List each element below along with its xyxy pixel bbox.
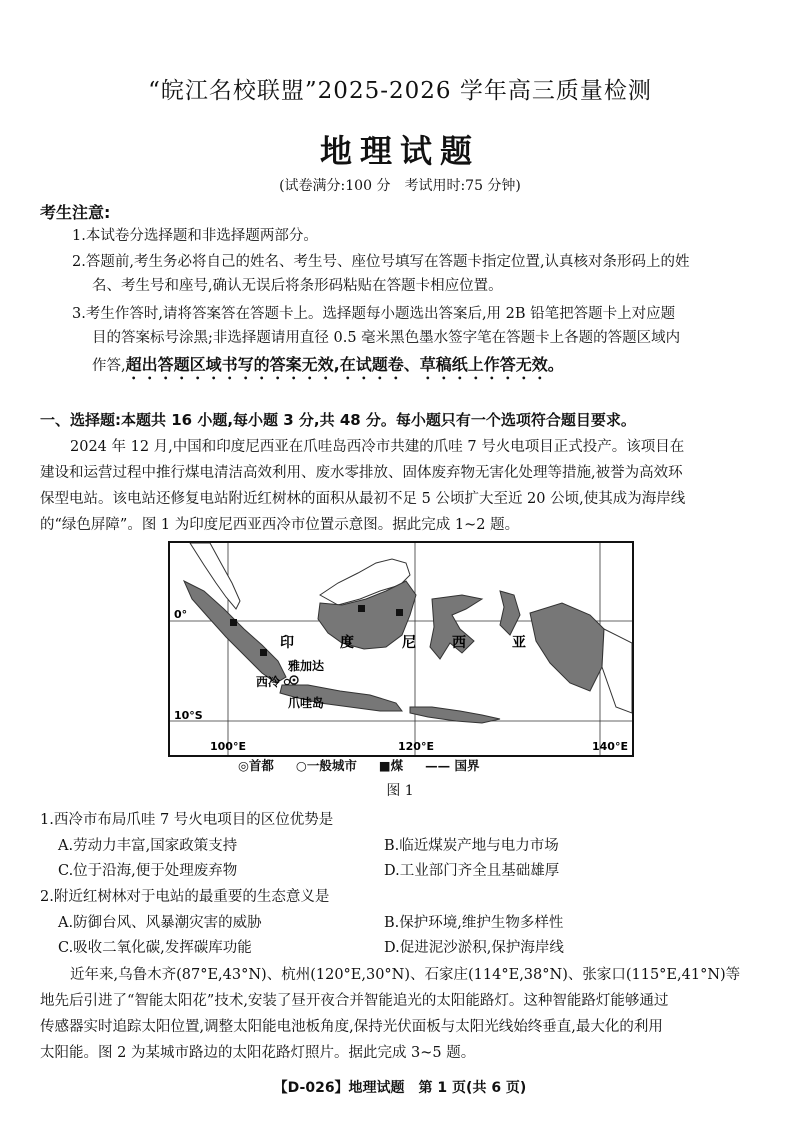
q2-option-b: B.保护环境,维护生物多样性 [384, 915, 564, 931]
coal-marker [260, 649, 267, 656]
lat-label-10s: 10°S [174, 709, 203, 722]
notice-item-2-cont: 名、考生号和座号,确认无误后将条形码粘贴在答题卡相应位置。 [92, 278, 503, 294]
q2-option-d: D.促进泥沙淤积,保护海岸线 [384, 940, 564, 956]
q2-option-c: C.吸收二氧化碳,发挥碳库功能 [58, 940, 252, 956]
notice-item-3-end [92, 353, 782, 383]
q2-option-a: A.防御台风、风暴潮灾害的威胁 [58, 915, 262, 931]
coal-marker [358, 605, 365, 612]
exam-meta: (试卷满分:100 分 考试用时:75 分钟) [279, 178, 521, 194]
q2-stem: 2.附近红树林对于电站的最重要的生态意义是 [40, 889, 330, 905]
notice-item-3: 3.考生作答时,请将答案答在答题卡上。选择题每小题选出答案后,用 2B 铅笔把答题卡上对应题 [72, 306, 676, 322]
coal-marker [230, 619, 237, 626]
q1-stem: 1.西冷市布局爪哇 7 号火电项目的区位优势是 [40, 812, 334, 828]
notice-emphasis: 超出答题区域书写的答案无效,在试题卷、草稿纸上作答无效。 [125, 355, 564, 374]
country-char-3: 尼 [402, 635, 416, 651]
lon-label-140: 140°E [592, 740, 628, 753]
subject-title: 地理试题 [319, 132, 480, 170]
q1-option-c: C.位于沿海,便于处理废弃物 [58, 863, 238, 879]
papua [530, 603, 604, 691]
legend-border: —— 国界 [425, 758, 480, 773]
country-char-1: 印 [280, 635, 294, 651]
city-marker [284, 679, 289, 684]
q1-option-d: D.工业部门齐全且基础雄厚 [384, 863, 560, 879]
section-heading: 一、选择题:本题共 16 小题,每小题 3 分,共 48 分。每小题只有一个选项符合题目要求。 [40, 411, 636, 429]
png [602, 629, 632, 713]
passage1-line-2: 建设和运营过程中推行煤电清洁高效利用、废水零排放、固体废弃物无害化处理等措施,被誉为高效环 [40, 465, 683, 481]
country-char-5: 亚 [512, 635, 526, 651]
exam-title: “皖江名校联盟”2025-2026 学年高三质量检测 [148, 78, 652, 104]
passage1-line-3: 保型电站。该电站还修复电站附近红树林的面积从最初不足 5 公顷扩大至近 20 公顷,使其成为海岸线 [40, 491, 686, 507]
q1-option-b: B.临近煤炭产地与电力市场 [384, 838, 559, 854]
notice-item-1: 1.本试卷分选择题和非选择题两部分。 [72, 228, 318, 244]
legend-coal: ■煤 [378, 758, 404, 773]
coal-marker [396, 609, 403, 616]
q1-option-a: A.劳动力丰富,国家政策支持 [58, 838, 238, 854]
passage1-line-1: 2024 年 12 月,中国和印度尼西亚在爪哇岛西冷市共建的爪哇 7 号火电项目正式投产。该项目在 [70, 439, 685, 455]
capital-label: 雅加达 [288, 659, 325, 673]
notice-item-3-end-text: 作答, [92, 358, 126, 374]
lesser-sunda [410, 707, 500, 723]
lat-label-0: 0° [174, 608, 188, 621]
passage1-line-4: 的“绿色屏障”。图 1 为印度尼西亚西冷市位置示意图。据此完成 1~2 题。 [40, 517, 520, 533]
passage2-line-4: 太阳能。图 2 为某城市路边的太阳花路灯照片。据此完成 3~5 题。 [40, 1045, 476, 1061]
country-char-4: 西 [452, 635, 466, 651]
country-char-2: 度 [340, 635, 354, 651]
indonesia-map [168, 541, 634, 757]
notice-item-3-cont: 目的答案标号涂黑;非选择题请用直径 0.5 毫米黑色墨水签字笔在答题卡上各题的答题区域内 [92, 330, 681, 346]
lon-label-100: 100°E [210, 740, 246, 753]
page-footer: 【D-026】地理试题 第 1 页(共 6 页) [273, 1080, 527, 1096]
city-label: 西冷 [256, 675, 281, 689]
legend-capital: ◎首都 [238, 758, 274, 773]
map-svg [170, 543, 632, 755]
passage2-line-3: 传感器实时追踪太阳位置,调整太阳能电池板角度,保持光伏面板与太阳光线始终垂直,最大化的利用 [40, 1019, 663, 1035]
legend-city: ○一般城市 [295, 758, 357, 773]
passage2-line-1: 近年来,乌鲁木齐(87°E,43°N)、杭州(120°E,30°N)、石家庄(114°E,38°N)、张家口(115°E,41°N)等 [70, 967, 741, 983]
capital-marker-dot [293, 679, 296, 682]
island-label: 爪哇岛 [288, 696, 325, 710]
notice-item-2: 2.答题前,考生务必将自己的姓名、考生号、座位号填写在答题卡指定位置,认真核对条形码上的姓 [72, 254, 690, 270]
figure-caption: 图 1 [386, 783, 414, 799]
lon-label-120: 120°E [398, 740, 434, 753]
map-legend [238, 756, 598, 774]
notice-heading: 考生注意: [40, 203, 111, 222]
maluku [500, 591, 520, 635]
passage2-line-2: 地先后引进了“智能太阳花”技术,安装了昼开夜合并智能追光的太阳能路灯。这种智能路灯能够通过 [40, 993, 669, 1009]
